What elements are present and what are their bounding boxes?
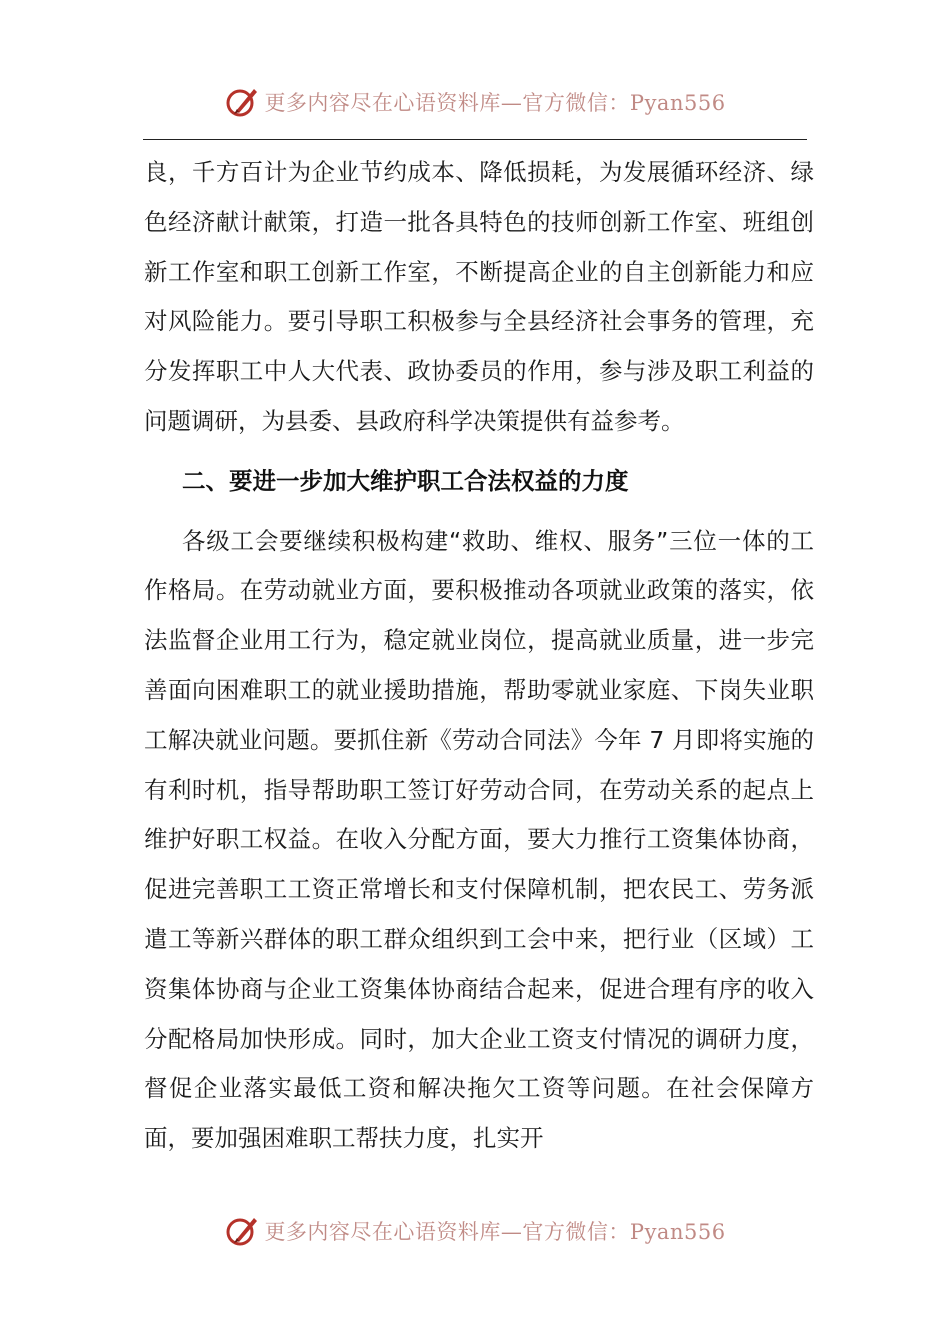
footer-banner-text: 更多内容尽在心语资料库—官方微信：Pyan556 [264, 1220, 726, 1244]
header-banner [0, 82, 950, 122]
footer-banner [0, 1211, 950, 1251]
section-heading-2: 二、要进一步加大维护职工合法权益的力度 [182, 466, 629, 495]
paragraph-1: 良，千方百计为企业节约成本、降低损耗，为发展循环经济、绿色经济献计献策，打造一批各具特色的技师创新工作室、班组创新工作室和职工创新工作室，不断提高企业的自主创新能力和应对风险能力。要引导职工积极参与全县经济社会事务的管理，充分发挥职工中人大代表、政协委员的作用，参与涉及职工利益的问题调研，为县委、县政府科学决策提供有益参考。 [144, 158, 814, 435]
quill-logo-icon [224, 1213, 260, 1249]
document-body [144, 148, 814, 1164]
header-divider [143, 139, 807, 140]
quill-logo-icon [224, 84, 260, 120]
header-banner-text: 更多内容尽在心语资料库—官方微信：Pyan556 [264, 91, 726, 115]
paragraph-2: 各级工会要继续积极构建“救助、维权、服务”三位一体的工作格局。在劳动就业方面，要积极推动各项就业政策的落实，依法监督企业用工行为，稳定就业岗位，提高就业质量，进一步完善面向困难职工的就业援助措施，帮助零就业家庭、下岗失业职工解决就业问题。要抓住新《劳动合同法》今年 7 月即将实施的有利时机，指导帮助职工签订好劳动合同，在劳动关系的起点上维护好职工权益。在收入分配方面，要大力推行工资集体协商，促进完善职工工资正常增长和支付保障机制，把农民工、劳务派遣工等新兴群体的职工群众组织到工会中来，把行业（区域）工资集体协商与企业工资集体协商结合起来，促进合理有序的收入分配格局加快形成。同时，加大企业工资支付情况的调研力度，督促企业落实最低工资和解决拖欠工资等问题。在社会保障方面，要加强困难职工帮扶力度，扎实开 [144, 526, 814, 1153]
